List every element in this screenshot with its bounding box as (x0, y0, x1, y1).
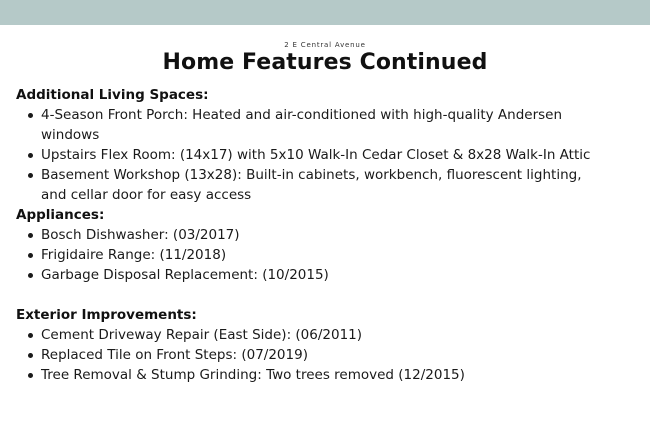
feature-list (16, 225, 631, 285)
bullet-icon (28, 333, 33, 338)
list-item (16, 145, 631, 165)
list-item-text: Bosch Dishwasher: (03/2017) (41, 227, 240, 243)
bullet-icon (28, 373, 33, 378)
section-exterior-improvements (16, 305, 631, 385)
list-item-text: Garbage Disposal Replacement: (10/2015) (41, 267, 329, 283)
list-item (16, 365, 631, 385)
list-item (16, 105, 631, 145)
bullet-icon (28, 173, 33, 178)
section-heading: Additional Living Spaces: (16, 87, 209, 103)
feature-list (16, 105, 631, 205)
list-item (16, 225, 631, 245)
feature-list (16, 325, 631, 385)
list-item (16, 265, 631, 285)
page-title: Home Features Continued (162, 50, 488, 75)
property-address: 2 E Central Avenue (284, 41, 366, 49)
list-item (16, 245, 631, 265)
features-content (16, 85, 631, 385)
bullet-icon (28, 113, 33, 118)
list-item-text: Upstairs Flex Room: (14x17) with 5x10 Walk-In Cedar Closet & 8x28 Walk-In Attic (41, 147, 591, 163)
bullet-icon (28, 273, 33, 278)
list-item (16, 165, 631, 205)
list-item (16, 345, 631, 365)
top-color-band (0, 0, 650, 25)
section-additional-living-spaces (16, 85, 631, 205)
list-item-text: Basement Workshop (13x28): Built-in cabinets, workbench, fluorescent lighting, and cellar door for easy access (41, 167, 582, 203)
section-appliances (16, 205, 631, 285)
bullet-icon (28, 253, 33, 258)
section-heading: Exterior Improvements: (16, 307, 197, 323)
list-item (16, 325, 631, 345)
bullet-icon (28, 153, 33, 158)
list-item-text: Replaced Tile on Front Steps: (07/2019) (41, 347, 308, 363)
section-heading: Appliances: (16, 207, 105, 223)
list-item-text: Cement Driveway Repair (East Side): (06/2011) (41, 327, 363, 343)
list-item-text: Frigidaire Range: (11/2018) (41, 247, 227, 263)
list-item-text: Tree Removal & Stump Grinding: Two trees removed (12/2015) (41, 367, 465, 383)
list-item-text: 4-Season Front Porch: Heated and air-conditioned with high-quality Andersen windows (41, 107, 563, 143)
bullet-icon (28, 353, 33, 358)
bullet-icon (28, 233, 33, 238)
